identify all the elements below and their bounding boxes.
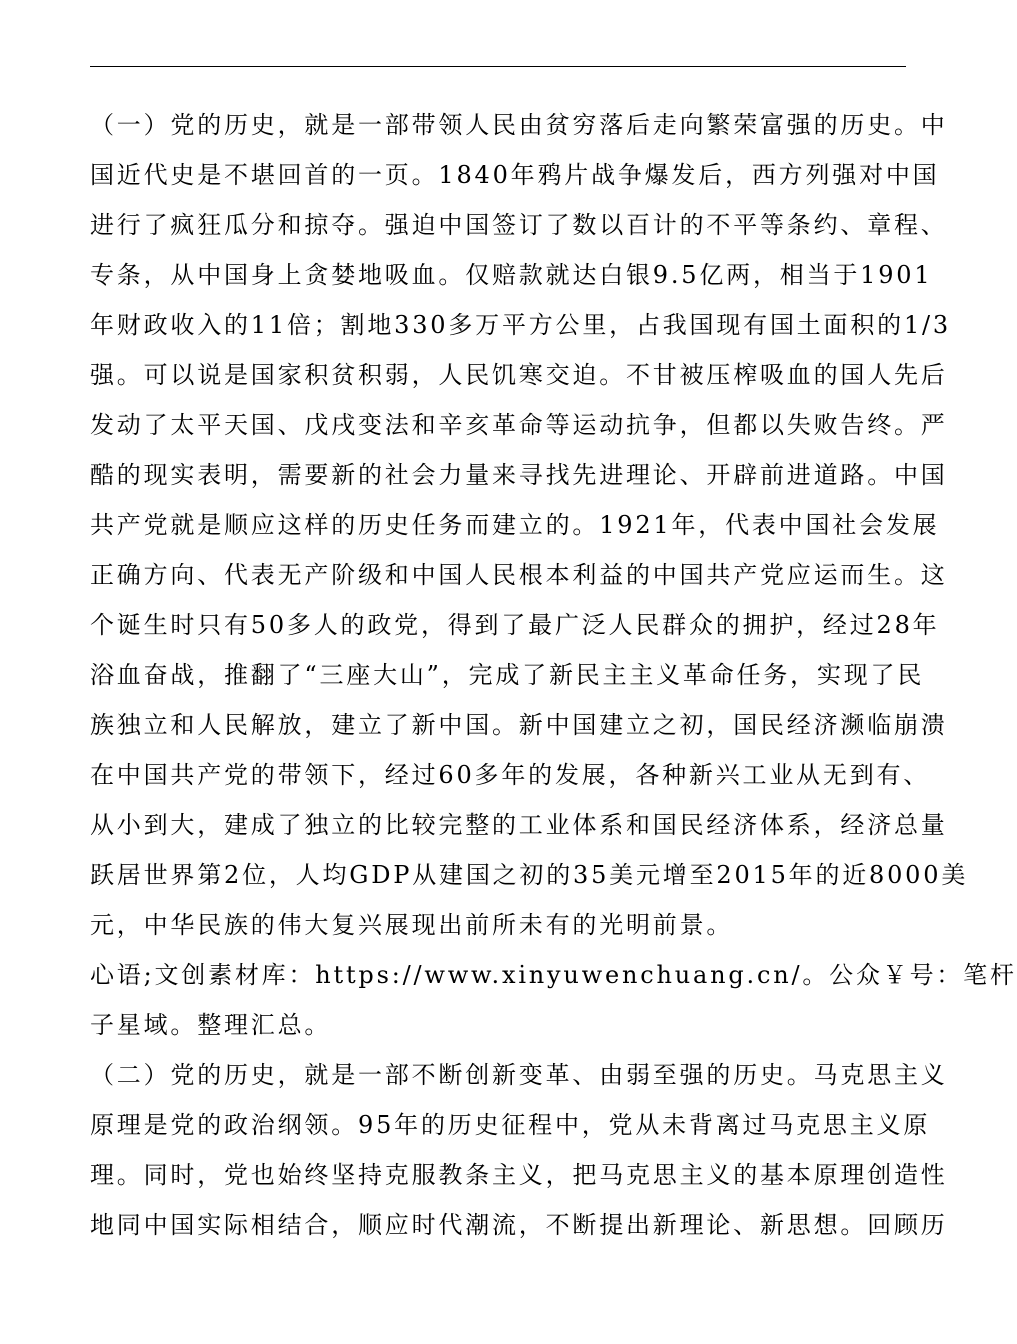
text-line: 个诞生时只有50多人的政党，得到了最广泛人民群众的拥护，经过28年 [90, 611, 940, 639]
text-line: 正确方向、代表无产阶级和中国人民根本利益的中国共产党应运而生。这 [90, 561, 948, 589]
text-line: 在中国共产党的带领下，经过60多年的发展，各种新兴工业从无到有、 [90, 761, 931, 789]
document-body [90, 100, 1017, 1250]
text-line: 发动了太平天国、戊戌变法和辛亥革命等运动抗争，但都以失败告终。严 [90, 411, 948, 439]
text-line: 酷的现实表明，需要新的社会力量来寻找先进理论、开辟前进道路。中国 [90, 461, 948, 489]
text-line: 原理是党的政治纲领。95年的历史征程中，党从未背离过马克思主义原 [90, 1111, 931, 1139]
text-line: 专条，从中国身上贪婪地吸血。仅赔款就达白银9.5亿两，相当于1901 [90, 261, 933, 289]
text-line: 心语;文创素材库：https://www.xinyuwenchuang.cn/。公众￥号：笔杆 [90, 961, 1017, 989]
text-line: 地同中国实际相结合，顺应时代潮流，不断提出新理论、新思想。回顾历 [90, 1211, 948, 1239]
text-line: 强。可以说是国家积贫积弱，人民饥寒交迫。不甘被压榨吸血的国人先后 [90, 361, 948, 389]
text-line: 理。同时，党也始终坚持克服教条主义，把马克思主义的基本原理创造性 [90, 1161, 948, 1189]
paragraph-section-one [90, 100, 969, 950]
header-rule [90, 66, 906, 67]
text-line: 共产党就是顺应这样的历史任务而建立的。1921年，代表中国社会发展 [90, 511, 940, 539]
text-line: 族独立和人民解放，建立了新中国。新中国建立之初，国民经济濒临崩溃 [90, 711, 948, 739]
text-line: 元，中华民族的伟大复兴展现出前所未有的光明前景。 [90, 911, 734, 939]
paragraph-source-note [90, 950, 1017, 1050]
paragraph-section-two [90, 1050, 948, 1250]
text-line: 跃居世界第2位，人均GDP从建国之初的35美元增至2015年的近8000美 [90, 861, 969, 889]
text-line: （一）党的历史，就是一部带领人民由贫穷落后走向繁荣富强的历史。中 [90, 111, 948, 139]
text-line: 从小到大，建成了独立的比较完整的工业体系和国民经济体系，经济总量 [90, 811, 948, 839]
text-line: 子星域。整理汇总。 [90, 1011, 332, 1039]
text-line: 进行了疯狂瓜分和掠夺。强迫中国签订了数以百计的不平等条约、章程、 [90, 211, 948, 239]
text-line: 浴血奋战，推翻了“三座大山”，完成了新民主主义革命任务，实现了民 [90, 661, 925, 689]
text-line: 国近代史是不堪回首的一页。1840年鸦片战争爆发后，西方列强对中国 [90, 161, 940, 189]
text-line: 年财政收入的11倍；割地330多万平方公里，占我国现有国土面积的1/3 [90, 311, 951, 339]
text-line: （二）党的历史，就是一部不断创新变革、由弱至强的历史。马克思主义 [90, 1061, 948, 1089]
